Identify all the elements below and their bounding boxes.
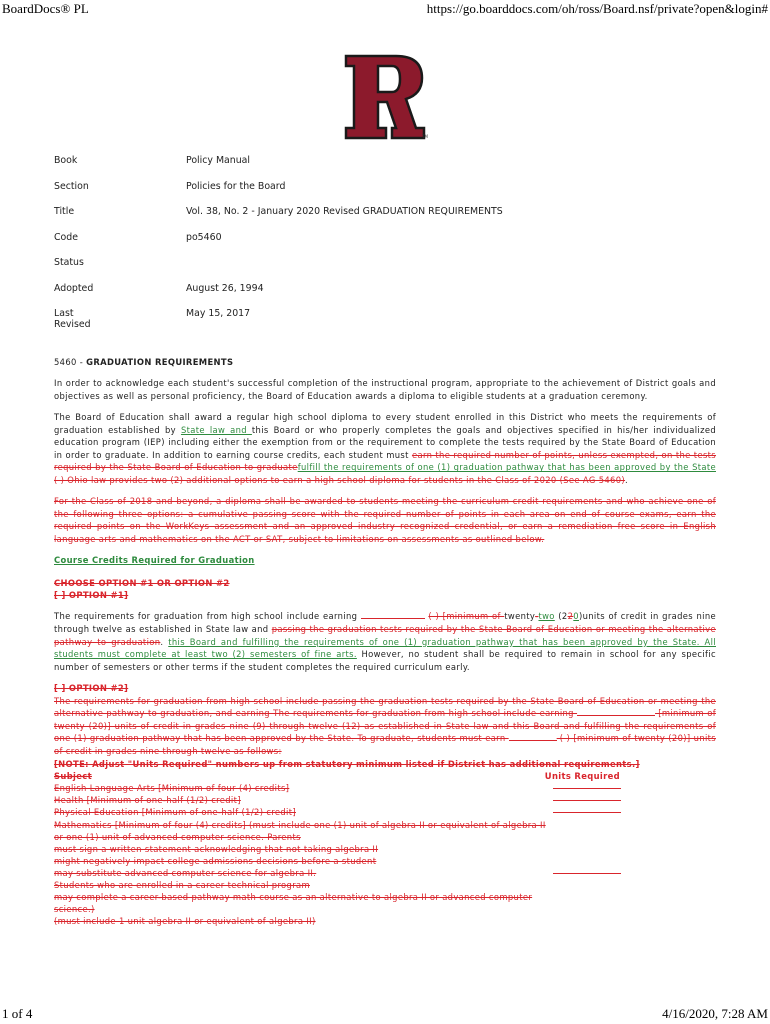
subject-line: may substitute advanced computer science for algebra II. bbox=[54, 867, 716, 879]
svg-text:TM: TM bbox=[422, 134, 428, 139]
option-1-label: [ ] OPTION #1] bbox=[54, 590, 129, 601]
subject-line: Students who are enrolled in a career technical program bbox=[54, 880, 310, 891]
paragraph-class-2018-deleted: For the Class of 2018 and beyond, a diploma shall be awarded to students meeting the curriculum credit requirements and who achieve one of the following three options: a cumulative passing score with the required number of points in each area on end of course exams, earn the required points on the WorkKeys assessment and an approved industry recognized credential, or earn a remediation free score in English language arts and mathematics on the ACT or SAT, subject to limitations on assessments as outlined below. bbox=[54, 496, 716, 544]
meta-key: Status bbox=[54, 257, 84, 268]
meta-value: Vol. 38, No. 2 - January 2020 Revised GRADUATION REQUIREMENTS bbox=[186, 206, 503, 217]
page-count: 1 of 4 bbox=[2, 1006, 33, 1021]
units-note: [NOTE: Adjust "Units Required" numbers up from statutory minimum listed if District has additional requirements.] bbox=[54, 758, 640, 769]
print-timestamp: 4/16/2020, 7:28 AM bbox=[662, 1006, 768, 1021]
inserted-text: this Board and fulfilling the requirements of one (1) graduation pathway that has been approved by the State. All students must complete at least two (2) semesters of fine arts. bbox=[54, 636, 716, 660]
meta-value: May 15, 2017 bbox=[186, 308, 251, 319]
deleted-text: ( ) Ohio law provides two (2) additional options to earn a high school diploma for students in the Class of 2020 (See AG 5460) bbox=[54, 474, 626, 485]
subject-line: science.) bbox=[54, 904, 95, 915]
option-2-label: [ ] OPTION #2] bbox=[54, 683, 129, 694]
subject-line: English Language Arts [Minimum of four (4) credits] bbox=[54, 782, 716, 794]
units-header: Units Required bbox=[544, 771, 620, 782]
meta-value: po5460 bbox=[186, 231, 222, 243]
inserted-text: fulfill the requirements of one (1) graduation pathway that has been approved by the State bbox=[297, 462, 716, 473]
subject-line: or one (1) unit of advanced computer science. Parents bbox=[54, 831, 301, 842]
meta-key: Book bbox=[54, 155, 78, 166]
deleted-text: earn the required number of points, unless exempted, on the tests required by the State Board of Education to graduate bbox=[54, 449, 717, 473]
subject-line: must sign a written statement acknowledging that not taking algebra II bbox=[54, 843, 379, 854]
subject-line: Physical Education [Minimum of one-half (1/2) credit] bbox=[54, 806, 716, 818]
meta-value: Policies for the Board bbox=[186, 180, 286, 192]
subject-header: Subject bbox=[54, 771, 92, 782]
subject-table bbox=[54, 770, 716, 927]
meta-value: August 26, 1994 bbox=[186, 282, 264, 294]
subject-line: might negatively impact college admissions decisions before a student bbox=[54, 855, 377, 866]
paragraph-diploma: The Board of Education shall award a regular high school diploma to every student enrolled in this District who meets the requirements of graduation established by State law and this Board or who properly completes the goals and objectives specified in his/her individualized education program (IEP) including either the exemption from or the requirement to complete the tests required by the State Board of Education in order to graduate. In addition to earning course credits, each student must earn the required number of points, unless exempted, on the tests required by the State Board of Education to graduatefulfill the requirements of one (1) graduation pathway that has been approved by the State ( ) Ohio law provides two (2) additional options to earn a high school diploma for students in the Class of 2020 (See AG 5460). bbox=[54, 411, 717, 485]
choose-option-line: CHOOSE OPTION #1 OR OPTION #2 bbox=[54, 577, 230, 588]
deleted-text: ( ) [minimum of bbox=[428, 611, 505, 622]
subject-table-header bbox=[54, 770, 716, 782]
subject-line: (must include 1 unit algebra II or equivalent of algebra II) bbox=[54, 916, 316, 927]
paragraph-intro: In order to acknowledge each student's successful completion of the instructional program, appropriate to the achievement of District goals and objectives as well as personal proficiency, the Board of Education awards a diploma to eligible students at a graduation ceremony. bbox=[54, 378, 716, 401]
district-logo bbox=[344, 54, 426, 140]
meta-value: Policy Manual bbox=[186, 155, 251, 166]
print-footer bbox=[0, 1004, 770, 1024]
inserted-text: State law and bbox=[180, 424, 252, 435]
policy-body bbox=[54, 356, 716, 927]
subject-line: Mathematics [Minimum of four (4) credits] (must include one (1) unit of algebra II or equivalent of algebra II bbox=[54, 819, 546, 830]
paragraph-option-2-deleted: The requirements for graduation from high school include passing the graduation tests required by the State Board of Education or meeting the alternative pathway to graduation, and earning The requirements for graduation from high school include earning [minimum of twenty (20)] units of credit in grades nine (9) through twelve (12) as established in State law and this Board and fulfilling the requirements of one (1) graduation pathway that has been approved by the State. To graduate, students must earn ( ) [minimum of twenty (20)] units of credit in grades nine through twelve as follows: bbox=[54, 695, 717, 756]
policy-heading: 5460 - GRADUATION REQUIREMENTS bbox=[54, 357, 234, 367]
print-header bbox=[0, 0, 770, 18]
print-header-url: https://go.boarddocs.com/oh/ross/Board.nsf/private?open&login# bbox=[426, 1, 768, 16]
subject-line: may complete a career-based pathway math course as an alternative to algebra II or advanced computer bbox=[54, 892, 533, 903]
meta-key: Last Revised bbox=[54, 308, 91, 330]
print-header-title: BoardDocs® PL bbox=[2, 1, 89, 16]
meta-key: Title bbox=[54, 206, 75, 217]
r-logo-icon bbox=[344, 54, 426, 140]
subject-line: Health [Minimum of one-half (1/2) credit] bbox=[54, 794, 716, 806]
meta-key: Section bbox=[54, 180, 89, 192]
section-title: Course Credits Required for Graduation bbox=[54, 555, 255, 566]
meta-key: Adopted bbox=[54, 282, 94, 294]
meta-key: Code bbox=[54, 231, 79, 243]
paragraph-requirements: The requirements for graduation from high school include earning ( ) [minimum of twenty-two (220)units of credit in grades nine through twelve as established in State law and passing the graduation tests required by the State Board of Education or meeting the alternative pathway to graduation. this Board and fulfilling the requirements of one (1) graduation pathway that has been approved by the State. All students must complete at least two (2) semesters of fine arts. However, no student shall be required to remain in school for any specific number of semesters or other terms if the student completes the required curriculum early. bbox=[54, 611, 716, 672]
